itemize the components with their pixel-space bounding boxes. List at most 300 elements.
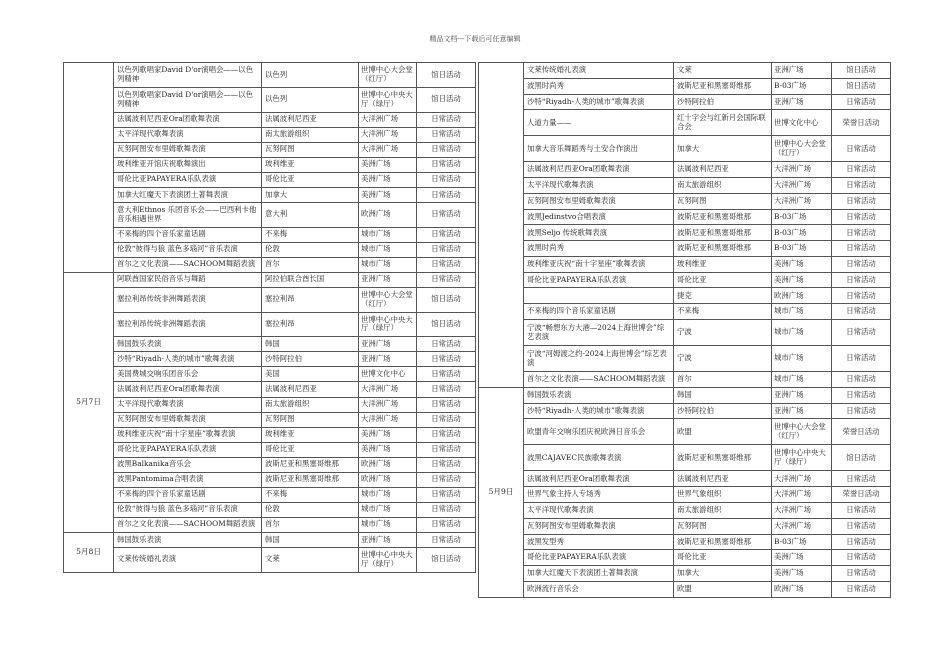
organizer-cell: 阿拉伯联合酋长国 bbox=[262, 272, 359, 287]
type-cell: 日常活动 bbox=[417, 412, 476, 427]
type-cell: 日常活动 bbox=[417, 172, 476, 187]
organizer-cell: 首尔 bbox=[262, 257, 359, 272]
type-cell: 日常活动 bbox=[832, 209, 891, 225]
venue-cell: 大洋洲广场 bbox=[772, 502, 832, 518]
event-cell: 宁波“畅想东方大港—2024上海世博会”综艺表演 bbox=[524, 320, 674, 346]
organizer-cell: 波斯尼亚和黑塞哥维那 bbox=[674, 209, 772, 225]
table-row bbox=[479, 346, 891, 372]
venue-cell: 城市广场 bbox=[359, 242, 417, 257]
venue-cell: 世博中心中央大厅（绿厅） bbox=[359, 547, 417, 572]
event-cell: 文莱传统婚礼表演 bbox=[524, 63, 674, 79]
type-cell: 日常活动 bbox=[417, 457, 476, 472]
venue-cell: 大洋洲广场 bbox=[772, 518, 832, 534]
event-cell: 以色列歌唱家David D'or演唱会——以色列精神 bbox=[114, 63, 262, 88]
event-cell: 瓦努阿图安布里姆歌舞表演 bbox=[114, 142, 262, 157]
organizer-cell: 以色列 bbox=[262, 87, 359, 112]
event-cell: 玻利维亚庆祝“南十字星座”歌舞表演 bbox=[114, 427, 262, 442]
organizer-cell: 波斯尼亚和黑塞哥维那 bbox=[674, 445, 772, 471]
table-row bbox=[479, 288, 891, 304]
type-cell: 日常活动 bbox=[832, 288, 891, 304]
venue-cell: 世博中心大会堂（红厅） bbox=[772, 419, 832, 445]
type-cell: 日常活动 bbox=[832, 304, 891, 320]
table-row bbox=[479, 110, 891, 136]
type-cell: 日常活动 bbox=[832, 387, 891, 403]
venue-cell: 美洲广场 bbox=[772, 550, 832, 566]
table-row bbox=[479, 403, 891, 419]
organizer-cell: 波斯尼亚和黑塞哥维那 bbox=[262, 472, 359, 487]
organizer-cell: 欧盟 bbox=[674, 581, 772, 597]
table-row bbox=[479, 178, 891, 194]
venue-cell: 美洲广场 bbox=[359, 427, 417, 442]
type-cell: 日常活动 bbox=[417, 397, 476, 412]
table-row bbox=[64, 367, 476, 382]
venue-cell: 亚洲广场 bbox=[772, 94, 832, 110]
venue-cell: 城市广场 bbox=[359, 257, 417, 272]
event-cell: 法属波利尼西亚Ora团歌舞表演 bbox=[114, 112, 262, 127]
venue-cell: 大洋洲广场 bbox=[359, 112, 417, 127]
event-cell: 太平洋现代歌舞表演 bbox=[114, 127, 262, 142]
venue-cell: 城市广场 bbox=[359, 487, 417, 502]
organizer-cell: 波斯尼亚和黑塞哥维那 bbox=[674, 78, 772, 94]
table-row bbox=[479, 487, 891, 503]
event-cell: 波黑Balkanika音乐会 bbox=[114, 457, 262, 472]
event-cell: 塞拉利昂传统非洲舞蹈表演 bbox=[114, 312, 262, 337]
organizer-cell: 首尔 bbox=[262, 517, 359, 532]
event-cell: 韩国鼓乐表演 bbox=[524, 387, 674, 403]
organizer-cell: 南太旅游组织 bbox=[674, 502, 772, 518]
type-cell: 馆日活动 bbox=[417, 63, 476, 88]
venue-cell: 美洲广场 bbox=[359, 157, 417, 172]
event-cell: 波黑Jedinstvo合唱表演 bbox=[524, 209, 674, 225]
event-cell: 不来梅的四个音乐家童话剧 bbox=[114, 487, 262, 502]
table-row bbox=[64, 187, 476, 202]
type-cell: 日常活动 bbox=[832, 518, 891, 534]
venue-cell: 美洲广场 bbox=[772, 256, 832, 272]
venue-cell: 世博文化中心 bbox=[772, 110, 832, 136]
event-cell bbox=[524, 288, 674, 304]
table-row bbox=[64, 427, 476, 442]
table-row bbox=[479, 387, 891, 403]
venue-cell: 世博中心大会堂（红厅） bbox=[359, 287, 417, 312]
organizer-cell: 瓦努阿图 bbox=[674, 193, 772, 209]
type-cell: 日常活动 bbox=[832, 581, 891, 597]
type-cell: 馆日活动 bbox=[832, 445, 891, 471]
type-cell: 日常活动 bbox=[417, 337, 476, 352]
event-cell: 法属波利尼西亚Ora团歌舞表演 bbox=[524, 162, 674, 178]
event-cell: 人道力量—— bbox=[524, 110, 674, 136]
organizer-cell: 以色列 bbox=[262, 63, 359, 88]
table-row bbox=[479, 162, 891, 178]
organizer-cell: 沙特阿拉伯 bbox=[674, 94, 772, 110]
table-row bbox=[479, 209, 891, 225]
event-cell: 伦敦“彼得与狼 蓝色多瑙河”音乐表演 bbox=[114, 242, 262, 257]
type-cell: 荣誉日活动 bbox=[832, 419, 891, 445]
event-cell: 波黑CAJAVEC民族歌舞表演 bbox=[524, 445, 674, 471]
type-cell: 日常活动 bbox=[832, 566, 891, 582]
organizer-cell: 南太旅游组织 bbox=[262, 127, 359, 142]
event-cell: 波黑发型秀 bbox=[524, 534, 674, 550]
event-cell: 沙特“Riyadh-人类的城市”歌舞表演 bbox=[524, 403, 674, 419]
type-cell: 日常活动 bbox=[832, 550, 891, 566]
table-row bbox=[479, 372, 891, 388]
organizer-cell: 南太旅游组织 bbox=[262, 397, 359, 412]
table-row bbox=[479, 419, 891, 445]
event-cell: 韩国鼓乐表演 bbox=[114, 337, 262, 352]
organizer-cell: 伦敦 bbox=[262, 242, 359, 257]
venue-cell: 世博中心中央大厅（绿厅） bbox=[359, 87, 417, 112]
table-row bbox=[64, 127, 476, 142]
organizer-cell: 欧盟 bbox=[674, 419, 772, 445]
table-row bbox=[64, 352, 476, 367]
organizer-cell: 波斯尼亚和黑塞哥维那 bbox=[674, 225, 772, 241]
table-row bbox=[64, 472, 476, 487]
venue-cell: 城市广场 bbox=[359, 502, 417, 517]
organizer-cell: 玻利维亚 bbox=[674, 256, 772, 272]
event-cell: 哥伦比亚PAPAYERA乐队表演 bbox=[114, 172, 262, 187]
event-cell: 哥伦比亚PAPAYERA乐队表演 bbox=[524, 272, 674, 288]
event-cell: 欧盟青年交响乐团庆祝欧洲日音乐会 bbox=[524, 419, 674, 445]
organizer-cell: 波斯尼亚和黑塞哥维那 bbox=[674, 241, 772, 257]
type-cell: 日常活动 bbox=[832, 178, 891, 194]
event-cell: 哥伦比亚PAPAYERA乐队表演 bbox=[114, 442, 262, 457]
event-cell: 沙特“Riyadh-人类的城市”歌舞表演 bbox=[114, 352, 262, 367]
type-cell: 日常活动 bbox=[832, 136, 891, 162]
organizer-cell: 文莱 bbox=[674, 63, 772, 79]
organizer-cell: 塞拉利昂 bbox=[262, 287, 359, 312]
organizer-cell: 南太旅游组织 bbox=[674, 178, 772, 194]
type-cell: 馆日活动 bbox=[417, 87, 476, 112]
table-row bbox=[479, 550, 891, 566]
event-cell: 波黑时尚秀 bbox=[524, 78, 674, 94]
type-cell: 日常活动 bbox=[832, 256, 891, 272]
event-cell: 沙特“Riyadh-人类的城市”歌舞表演 bbox=[524, 94, 674, 110]
venue-cell: 亚洲广场 bbox=[359, 352, 417, 367]
type-cell: 日常活动 bbox=[417, 442, 476, 457]
venue-cell: 美洲广场 bbox=[772, 272, 832, 288]
event-cell: 韩国鼓乐表演 bbox=[114, 532, 262, 547]
type-cell: 日常活动 bbox=[832, 372, 891, 388]
organizer-cell: 捷克 bbox=[674, 288, 772, 304]
venue-cell: 世博中心大会堂（红厅） bbox=[772, 136, 832, 162]
event-cell: 哥伦比亚PAPAYERA乐队表演 bbox=[524, 550, 674, 566]
event-cell: 瓦努阿图安布里姆歌舞表演 bbox=[524, 518, 674, 534]
event-cell: 文莱传统婚礼表演 bbox=[114, 547, 262, 572]
organizer-cell: 宁波 bbox=[674, 346, 772, 372]
venue-cell: 大洋洲广场 bbox=[772, 487, 832, 503]
organizer-cell: 哥伦比亚 bbox=[262, 442, 359, 457]
venue-cell: 美洲广场 bbox=[772, 566, 832, 582]
date-cell bbox=[64, 63, 114, 273]
event-cell: 加拿大音乐舞蹈秀与土安合作演出 bbox=[524, 136, 674, 162]
venue-cell: 美洲广场 bbox=[359, 442, 417, 457]
organizer-cell: 法属波利尼西亚 bbox=[674, 471, 772, 487]
event-cell: 加拿大红魔天下表演团土著舞表演 bbox=[524, 566, 674, 582]
event-cell: 玻利维亚庆祝“南十字星座”歌舞表演 bbox=[524, 256, 674, 272]
venue-cell: 大洋洲广场 bbox=[772, 193, 832, 209]
venue-cell: 世博中心中央大厅（绿厅） bbox=[359, 312, 417, 337]
type-cell: 馆日活动 bbox=[417, 312, 476, 337]
table-row bbox=[479, 225, 891, 241]
venue-cell: 美洲广场 bbox=[359, 187, 417, 202]
organizer-cell: 不来梅 bbox=[262, 487, 359, 502]
table-row bbox=[479, 63, 891, 79]
table-row bbox=[479, 320, 891, 346]
organizer-cell: 瓦努阿图 bbox=[262, 412, 359, 427]
table-row bbox=[479, 471, 891, 487]
event-cell: 玻利维亚开馆庆祝歌舞演出 bbox=[114, 157, 262, 172]
schedule-table-right bbox=[478, 62, 891, 598]
table-row bbox=[64, 312, 476, 337]
type-cell: 日常活动 bbox=[832, 193, 891, 209]
type-cell: 日常活动 bbox=[832, 320, 891, 346]
venue-cell: 欧洲广场 bbox=[772, 288, 832, 304]
type-cell: 日常活动 bbox=[417, 227, 476, 242]
venue-cell: 亚洲广场 bbox=[359, 532, 417, 547]
date-cell bbox=[479, 63, 524, 388]
event-cell: 塞拉利昂传统非洲舞蹈表演 bbox=[114, 287, 262, 312]
type-cell: 日常活动 bbox=[417, 257, 476, 272]
event-cell: 波黑Seljo 传统歌舞表演 bbox=[524, 225, 674, 241]
venue-cell: 世博文化中心 bbox=[359, 367, 417, 382]
table-row bbox=[64, 142, 476, 157]
event-cell: 瓦努阿图安布里姆歌舞表演 bbox=[524, 193, 674, 209]
organizer-cell: 文莱 bbox=[262, 547, 359, 572]
venue-cell: 欧洲广场 bbox=[359, 472, 417, 487]
venue-cell: 亚洲广场 bbox=[772, 387, 832, 403]
type-cell: 荣誉日活动 bbox=[832, 487, 891, 503]
type-cell: 馆日活动 bbox=[832, 78, 891, 94]
event-cell: 波黑Pantomima合唱表演 bbox=[114, 472, 262, 487]
table-row bbox=[64, 172, 476, 187]
type-cell: 日常活动 bbox=[417, 142, 476, 157]
table-row bbox=[64, 412, 476, 427]
table-row bbox=[64, 442, 476, 457]
organizer-cell: 加拿大 bbox=[674, 136, 772, 162]
type-cell: 日常活动 bbox=[417, 157, 476, 172]
type-cell: 日常活动 bbox=[417, 517, 476, 532]
organizer-cell: 玻利维亚 bbox=[262, 427, 359, 442]
type-cell: 日常活动 bbox=[417, 242, 476, 257]
type-cell: 日常活动 bbox=[832, 346, 891, 372]
table-row bbox=[64, 272, 476, 287]
organizer-cell: 美国 bbox=[262, 367, 359, 382]
organizer-cell: 不来梅 bbox=[674, 304, 772, 320]
organizer-cell: 韩国 bbox=[262, 532, 359, 547]
schedule-table-left bbox=[63, 62, 476, 573]
table-row bbox=[479, 304, 891, 320]
event-cell: 世界气象主持人专场秀 bbox=[524, 487, 674, 503]
event-cell: 法属波利尼西亚Ora团歌舞表演 bbox=[524, 471, 674, 487]
table-row bbox=[64, 382, 476, 397]
venue-cell: B-03广场 bbox=[772, 241, 832, 257]
organizer-cell: 沙特阿拉伯 bbox=[262, 352, 359, 367]
venue-cell: 城市广场 bbox=[772, 320, 832, 346]
date-cell: 5月8日 bbox=[64, 532, 114, 572]
type-cell: 日常活动 bbox=[417, 367, 476, 382]
type-cell: 日常活动 bbox=[832, 272, 891, 288]
table-row bbox=[64, 487, 476, 502]
venue-cell: 美洲广场 bbox=[359, 172, 417, 187]
organizer-cell: 法属波利尼西亚 bbox=[674, 162, 772, 178]
type-cell: 日常活动 bbox=[832, 534, 891, 550]
table-row bbox=[64, 63, 476, 88]
organizer-cell: 加拿大 bbox=[262, 187, 359, 202]
type-cell: 日常活动 bbox=[417, 202, 476, 227]
organizer-cell: 沙特阿拉伯 bbox=[674, 403, 772, 419]
event-cell: 法属波利尼西亚Ora团歌舞表演 bbox=[114, 382, 262, 397]
venue-cell: B-03广场 bbox=[772, 209, 832, 225]
organizer-cell: 波斯尼亚和黑塞哥维那 bbox=[674, 534, 772, 550]
event-cell: 波黑时尚秀 bbox=[524, 241, 674, 257]
table-row bbox=[479, 566, 891, 582]
table-row bbox=[64, 257, 476, 272]
venue-cell: 亚洲广场 bbox=[772, 403, 832, 419]
venue-cell: 亚洲广场 bbox=[359, 337, 417, 352]
venue-cell: 大洋洲广场 bbox=[359, 142, 417, 157]
table-row bbox=[479, 581, 891, 597]
table-row bbox=[479, 518, 891, 534]
table-row bbox=[479, 94, 891, 110]
organizer-cell: 塞拉利昂 bbox=[262, 312, 359, 337]
table-row bbox=[479, 136, 891, 162]
table-row bbox=[479, 445, 891, 471]
type-cell: 日常活动 bbox=[417, 187, 476, 202]
event-cell: 阿联酋国家民俗音乐与舞蹈 bbox=[114, 272, 262, 287]
type-cell: 日常活动 bbox=[832, 403, 891, 419]
venue-cell: 城市广场 bbox=[359, 227, 417, 242]
page-header: 精品文档---下载后可任意编辑 bbox=[429, 35, 521, 43]
table-row bbox=[64, 87, 476, 112]
organizer-cell: 红十字会与红新月会国际联合会 bbox=[674, 110, 772, 136]
table-row bbox=[64, 242, 476, 257]
event-cell: 欧洲流行音乐会 bbox=[524, 581, 674, 597]
type-cell: 日常活动 bbox=[417, 272, 476, 287]
table-row bbox=[64, 287, 476, 312]
event-cell: 太平洋现代歌舞表演 bbox=[524, 178, 674, 194]
venue-cell: 城市广场 bbox=[359, 517, 417, 532]
venue-cell: 城市广场 bbox=[772, 346, 832, 372]
type-cell: 日常活动 bbox=[417, 472, 476, 487]
type-cell: 日常活动 bbox=[417, 382, 476, 397]
venue-cell: 亚洲广场 bbox=[359, 272, 417, 287]
organizer-cell: 哥伦比亚 bbox=[262, 172, 359, 187]
venue-cell: B-03广场 bbox=[772, 225, 832, 241]
event-cell: 美国费城交响乐团音乐会 bbox=[114, 367, 262, 382]
organizer-cell: 法属波利尼西亚 bbox=[262, 112, 359, 127]
venue-cell: 亚洲广场 bbox=[772, 63, 832, 79]
organizer-cell: 玻利维亚 bbox=[262, 157, 359, 172]
event-cell: 太平洋现代歌舞表演 bbox=[524, 502, 674, 518]
organizer-cell: 首尔 bbox=[674, 372, 772, 388]
venue-cell: B-03广场 bbox=[772, 534, 832, 550]
type-cell: 馆日活动 bbox=[417, 287, 476, 312]
type-cell: 馆日活动 bbox=[417, 547, 476, 572]
event-cell: 宁波“河姆渡之约-2024上海世博会”综艺表演 bbox=[524, 346, 674, 372]
organizer-cell: 波斯尼亚和黑塞哥维那 bbox=[262, 457, 359, 472]
table-row bbox=[479, 272, 891, 288]
venue-cell: 大洋洲广场 bbox=[359, 127, 417, 142]
event-cell: 不来梅的四个音乐家童话剧 bbox=[524, 304, 674, 320]
organizer-cell: 世界气象组织 bbox=[674, 487, 772, 503]
table-row bbox=[64, 227, 476, 242]
venue-cell: 大洋洲广场 bbox=[359, 397, 417, 412]
table-row bbox=[479, 502, 891, 518]
venue-cell: 世博中心中央大厅（绿厅） bbox=[772, 445, 832, 471]
type-cell: 日常活动 bbox=[832, 471, 891, 487]
event-cell: 首尔之文化表演——SACHOOM舞蹈表演 bbox=[524, 372, 674, 388]
table-row bbox=[479, 78, 891, 94]
venue-cell: 世博中心大会堂（红厅） bbox=[359, 63, 417, 88]
organizer-cell: 哥伦比亚 bbox=[674, 272, 772, 288]
venue-cell: 大洋洲广场 bbox=[772, 178, 832, 194]
venue-cell: 城市广场 bbox=[772, 372, 832, 388]
table-row bbox=[64, 112, 476, 127]
event-cell: 以色列歌唱家David D'or演唱会——以色列精神 bbox=[114, 87, 262, 112]
organizer-cell: 不来梅 bbox=[262, 227, 359, 242]
event-cell: 首尔之文化表演——SACHOOM舞蹈表演 bbox=[114, 517, 262, 532]
organizer-cell: 瓦努阿图 bbox=[674, 518, 772, 534]
venue-cell: 城市广场 bbox=[772, 304, 832, 320]
table-row bbox=[64, 502, 476, 517]
type-cell: 日常活动 bbox=[832, 162, 891, 178]
type-cell: 日常活动 bbox=[417, 502, 476, 517]
venue-cell: 大洋洲广场 bbox=[359, 412, 417, 427]
type-cell: 日常活动 bbox=[832, 94, 891, 110]
venue-cell: B-03广场 bbox=[772, 78, 832, 94]
organizer-cell: 韩国 bbox=[674, 387, 772, 403]
event-cell: 太平洋现代歌舞表演 bbox=[114, 397, 262, 412]
type-cell: 日常活动 bbox=[832, 241, 891, 257]
type-cell: 日常活动 bbox=[417, 487, 476, 502]
event-cell: 不来梅的四个音乐家童话剧 bbox=[114, 227, 262, 242]
type-cell: 日常活动 bbox=[417, 352, 476, 367]
table-row bbox=[64, 532, 476, 547]
venue-cell: 欧洲广场 bbox=[772, 581, 832, 597]
type-cell: 荣誉日活动 bbox=[832, 110, 891, 136]
table-row bbox=[479, 241, 891, 257]
organizer-cell: 瓦努阿图 bbox=[262, 142, 359, 157]
organizer-cell: 加拿大 bbox=[674, 566, 772, 582]
table-row bbox=[64, 547, 476, 572]
date-cell: 5月9日 bbox=[479, 387, 524, 597]
type-cell: 日常活动 bbox=[832, 225, 891, 241]
venue-cell: 大洋洲广场 bbox=[772, 162, 832, 178]
date-cell: 5月7日 bbox=[64, 272, 114, 532]
table-row bbox=[64, 397, 476, 412]
organizer-cell: 宁波 bbox=[674, 320, 772, 346]
event-cell: 首尔之文化表演——SACHOOM舞蹈表演 bbox=[114, 257, 262, 272]
type-cell: 日常活动 bbox=[417, 112, 476, 127]
type-cell: 日常活动 bbox=[832, 502, 891, 518]
event-cell: 意大利Ethnos 乐团音乐会——巴西利卡他音乐相遇世界 bbox=[114, 202, 262, 227]
table-row bbox=[64, 457, 476, 472]
organizer-cell: 哥伦比亚 bbox=[674, 550, 772, 566]
organizer-cell: 伦敦 bbox=[262, 502, 359, 517]
event-cell: 加拿大红魔天下表演团土著舞表演 bbox=[114, 187, 262, 202]
type-cell: 日常活动 bbox=[417, 427, 476, 442]
type-cell: 日常活动 bbox=[417, 532, 476, 547]
table-row bbox=[479, 534, 891, 550]
venue-cell: 大洋洲广场 bbox=[359, 382, 417, 397]
table-row bbox=[64, 517, 476, 532]
organizer-cell: 韩国 bbox=[262, 337, 359, 352]
venue-cell: 大洋洲广场 bbox=[772, 471, 832, 487]
venue-cell: 欧洲广场 bbox=[359, 202, 417, 227]
organizer-cell: 意大利 bbox=[262, 202, 359, 227]
event-cell: 伦敦“彼得与狼 蓝色多瑙河”音乐表演 bbox=[114, 502, 262, 517]
organizer-cell: 法属波利尼西亚 bbox=[262, 382, 359, 397]
table-row bbox=[479, 193, 891, 209]
